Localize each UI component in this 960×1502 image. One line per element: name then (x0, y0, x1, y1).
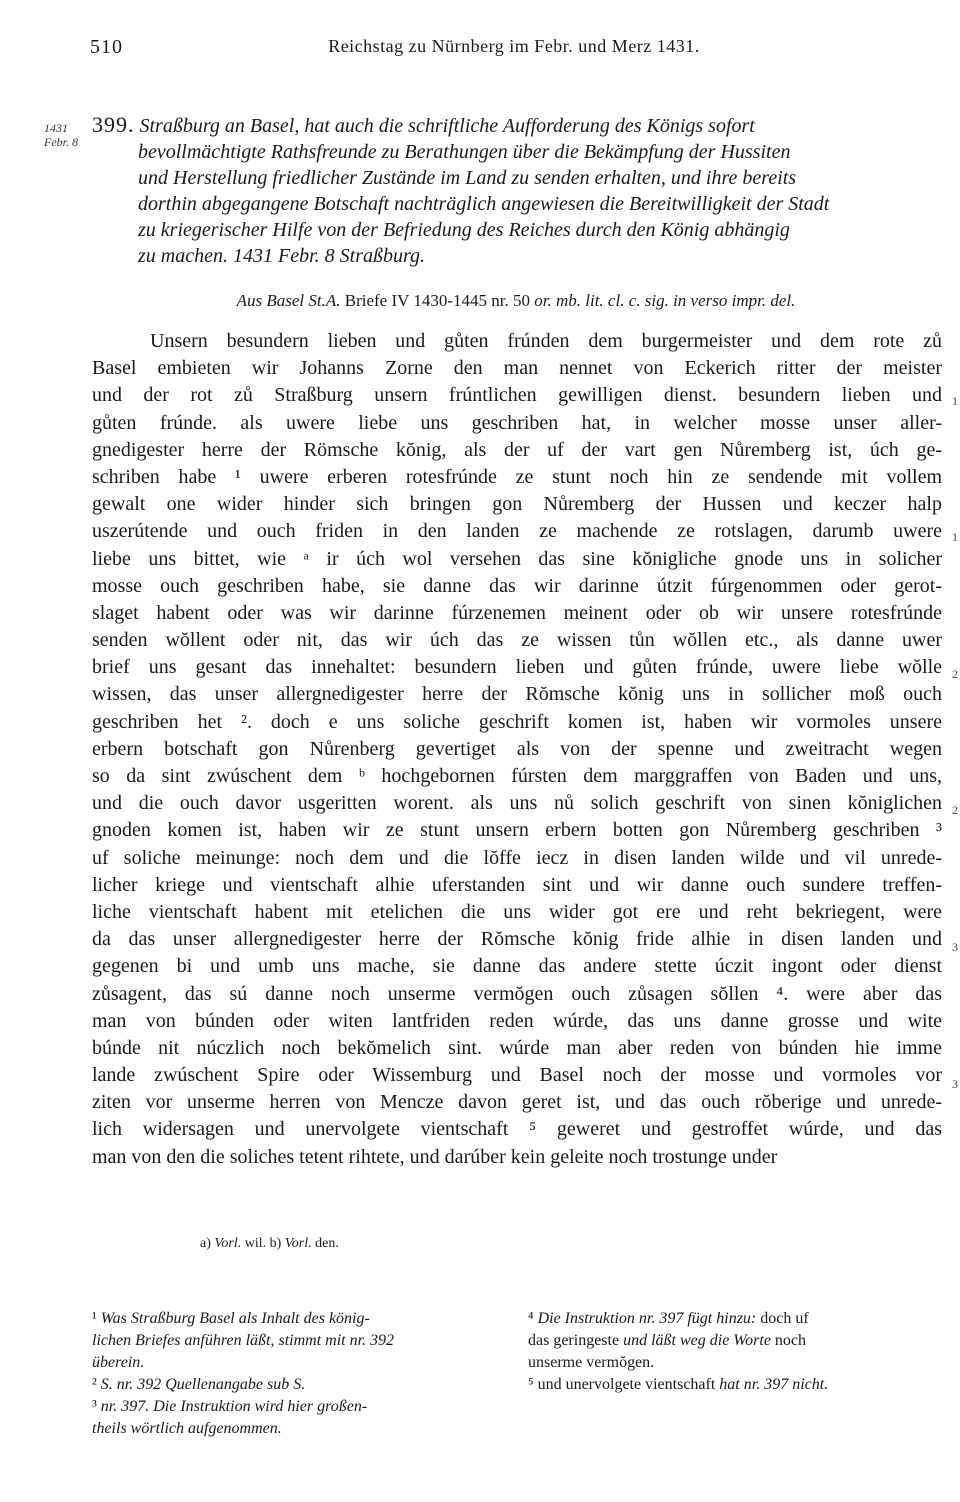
right-margin-mark: 2 (952, 667, 958, 681)
right-margin-mark: 3 (952, 940, 958, 954)
footnote-text: ¹ (92, 1310, 101, 1327)
source-shelfmark: Briefe IV 1430-1445 nr. 50 (340, 291, 535, 310)
variant-b-label: b) (269, 1236, 285, 1251)
footnote-text: Die Instruktion nr. 397 fügt hinzu: (537, 1310, 757, 1327)
body-line: gnoden komen ist, haben wir ze stunt unsern erbern botten gon Nůremberg geschriben ³ (92, 819, 942, 842)
body-line: liche vientschaft habent mit etelichen die uns wider got ere und reht bekriegent, were (92, 900, 942, 923)
footnote-line (92, 1330, 512, 1352)
body-line: man von den die soliches tetent rihtete, und darúber kein geleite noch trostunge under (92, 1145, 778, 1168)
body-line: slaget habent oder was wir darinne fúrzenemen meinent oder ob wir unsere rotesfrúnde (92, 601, 942, 624)
body-line: und die ouch davor usgeritten worent. als uns nů solich geschrift von sinen kŏniglichen (92, 792, 942, 815)
footnote-line (92, 1396, 512, 1418)
margin-year: 1431 (44, 121, 68, 135)
body-line: man von búnden oder witen lantfriden reden wúrde, das uns danne grosse und wite (92, 1009, 942, 1032)
footnote-text: ³ (92, 1398, 101, 1415)
body-line: und der rot zů Straßburg unsern frúntlichen gewilligen dienst. besundern lieben und (92, 384, 942, 407)
footnote-line (92, 1308, 512, 1330)
body-line: brief uns gesant das innehaltet: besundern lieben und gůten frúnde, uwere liebe wŏlle (92, 656, 942, 679)
variant-b-vorl: Vorl. (284, 1236, 312, 1251)
footnotes-left-column (92, 1308, 512, 1440)
variant-a-label: a) (200, 1236, 215, 1251)
body-line: lande zwúschent Spire oder Wissemburg und Basel noch der mosse und vormoles vor (92, 1064, 942, 1087)
footnote-text: unserme vermŏgen. (528, 1354, 655, 1371)
body-line: senden wŏllent oder nit, das wir úch das ze wissen tůn wŏllen etc., als danne uwer (92, 629, 942, 652)
source-citation (92, 290, 940, 312)
source-description: or. mb. lit. cl. c. sig. in verso impr. del. (534, 291, 796, 310)
regest-line (92, 112, 940, 139)
body-line: uf soliche meinunge: noch dem und die lŏffe iecz in disen landen wilde und vil unrede- (92, 846, 942, 869)
variant-a-text: wil. (241, 1236, 270, 1251)
footnote-text: nr. 397. Die Instruktion wird hier großen- (100, 1398, 368, 1415)
body-line: Basel embieten wir Johanns Zorne den man nennet von Eckerich ritter der meister (92, 357, 942, 380)
body-line: schriben habe ¹ uwere erberen rotesfrúnde ze stunt noch hin ze sendende mit vollem (92, 465, 942, 488)
body-line: licher kriege und vientschaft alhie uferstanden sint und wir danne ouch sundere treffen- (92, 873, 942, 896)
body-line: da das unser allergnedigester herre der Rŏmsche kŏnig fride alhie in disen landen und (92, 928, 942, 951)
document-body-text (92, 328, 942, 1171)
page-number: 510 (90, 36, 123, 58)
footnote-text: theils wörtlich aufgenommen. (92, 1420, 282, 1437)
body-line: gnedigester herre der Römsche kŏnig, als der uf der vart gen Nůremberg ist, úch ge- (92, 438, 942, 461)
footnote-line (92, 1352, 512, 1374)
right-margin-mark: 2 (952, 803, 958, 817)
source-archive: Aus Basel St.A. (236, 291, 341, 310)
body-line: liebe uns bittet, wie ᵃ ir úch wol versehen das sine kŏnigliche gnode uns in solicher (92, 547, 942, 570)
footnote-text: und läßt weg die Worte (623, 1332, 771, 1349)
body-line: ziten vor unserme herren von Mencze davon geret ist, und das ouch rŏberige und unrede- (92, 1091, 942, 1114)
body-line: zůsagent, das sú danne noch unserme vermŏgen ouch zůsagen sŏllen ⁴. were aber das (92, 982, 942, 1005)
variant-a-vorl: Vorl. (214, 1236, 242, 1251)
footnote-line (528, 1330, 942, 1352)
footnote-text: doch uf (756, 1310, 809, 1327)
footnote-text: das geringeste (528, 1332, 624, 1349)
regest-line (92, 243, 940, 269)
regest-line (92, 139, 940, 165)
footnote-text: lichen Briefes anführen läßt, stimmt mit nr. 392 (92, 1332, 395, 1349)
footnote-text: noch (770, 1332, 807, 1349)
footnote-line (528, 1374, 942, 1396)
regest-line (92, 217, 940, 243)
right-margin-mark: 1 (952, 394, 958, 408)
footnote-text: ⁴ (528, 1310, 538, 1327)
footnote-line (528, 1308, 942, 1330)
running-header (90, 36, 938, 60)
body-line: uszerútende und ouch friden in den landen ze machende ze rotslagen, darumb uwere (92, 520, 942, 543)
body-line: Unsern besundern lieben und gůten frúnden dem burgermeister und dem rote zů (150, 330, 942, 352)
body-line: gegenen bi und umb uns mache, sie danne das andere stette úczit ingont oder dienst (92, 955, 942, 978)
regest-text: und Herstellung friedlicher Zustände im Land zu senden erhalten, und ihre bereits (138, 167, 797, 189)
body-line: so da sint zwúschent dem ᵇ hochgebornen fúrsten dem marggraffen von Baden und uns, (92, 765, 942, 787)
footnote-text: hat nr. 397 nicht. (719, 1376, 829, 1393)
body-line: búnde nit núczlich noch bekŏmelich sint. wúrde man aber reden von búnden hie imme (92, 1036, 942, 1059)
regest-text: dorthin abgegangene Botschaft nachträglich angewiesen die Bereitwilligkeit der Stadt (138, 193, 830, 215)
footnote-text: überein. (92, 1354, 145, 1371)
footnote-line (528, 1352, 942, 1374)
body-line: lich widersagen und unervolgete vientschaft ⁵ geweret und gestroffet wúrde, und das (92, 1118, 942, 1141)
body-line: gewalt one wider hinder sich bringen gon Nůremberg der Hussen und keczer halp (92, 493, 942, 516)
footnote-line (92, 1418, 512, 1440)
footnote-line (92, 1374, 512, 1396)
textual-variants (200, 1236, 339, 1252)
body-line: gůten frúnde. als uwere liebe uns geschriben hat, in welcher mosse unser aller- (92, 411, 942, 434)
date-margin-note (44, 121, 90, 149)
variant-b-text: den. (311, 1236, 339, 1251)
regest-text: zu kriegerischer Hilfe von der Befriedung des Reiches durch den König abhängig (138, 219, 790, 241)
right-margin-mark: 3 (952, 1077, 958, 1091)
running-title: Reichstag zu Nürnberg im Febr. und Merz 1431. (328, 36, 700, 56)
document-regest (92, 112, 940, 269)
right-margin-mark: 1 (952, 530, 958, 544)
regest-text: Straßburg an Basel, hat auch die schriftliche Aufforderung des Königs sofort (139, 115, 755, 137)
body-line: wissen, das unser allergnedigester herre der Rŏmsche kŏnig uns in sollicher moß ouch (92, 683, 942, 706)
regest-text: zu machen. 1431 Febr. 8 Straßburg. (138, 245, 426, 267)
body-line: erbern botschaft gon Nůrenberg gevertiget als von der spenne und zweitracht wegen (92, 737, 942, 760)
footnote-text: S. nr. 392 Quellenangabe sub S. (100, 1376, 306, 1393)
document-number: 399. (92, 112, 135, 137)
footnote-text: Was Straßburg Basel als Inhalt des könig- (100, 1310, 370, 1327)
regest-text: bevollmächtigte Rathsfreunde zu Berathungen über die Bekämpfung der Hussiten (138, 141, 791, 163)
body-line: mosse ouch geschriben habe, sie danne das wir darinne útzit fúrgenommen oder gerot- (92, 574, 942, 597)
footnote-text: ² (92, 1376, 101, 1393)
footnote-text: ⁵ und unervolgete vientschaft (528, 1376, 720, 1393)
footnotes-right-column (528, 1308, 942, 1396)
regest-line (92, 191, 940, 217)
regest-line (92, 165, 940, 191)
body-line: geschriben het ². doch e uns soliche geschrift komen ist, haben wir vormoles unsere (92, 710, 942, 733)
margin-date: Febr. 8 (44, 135, 78, 149)
